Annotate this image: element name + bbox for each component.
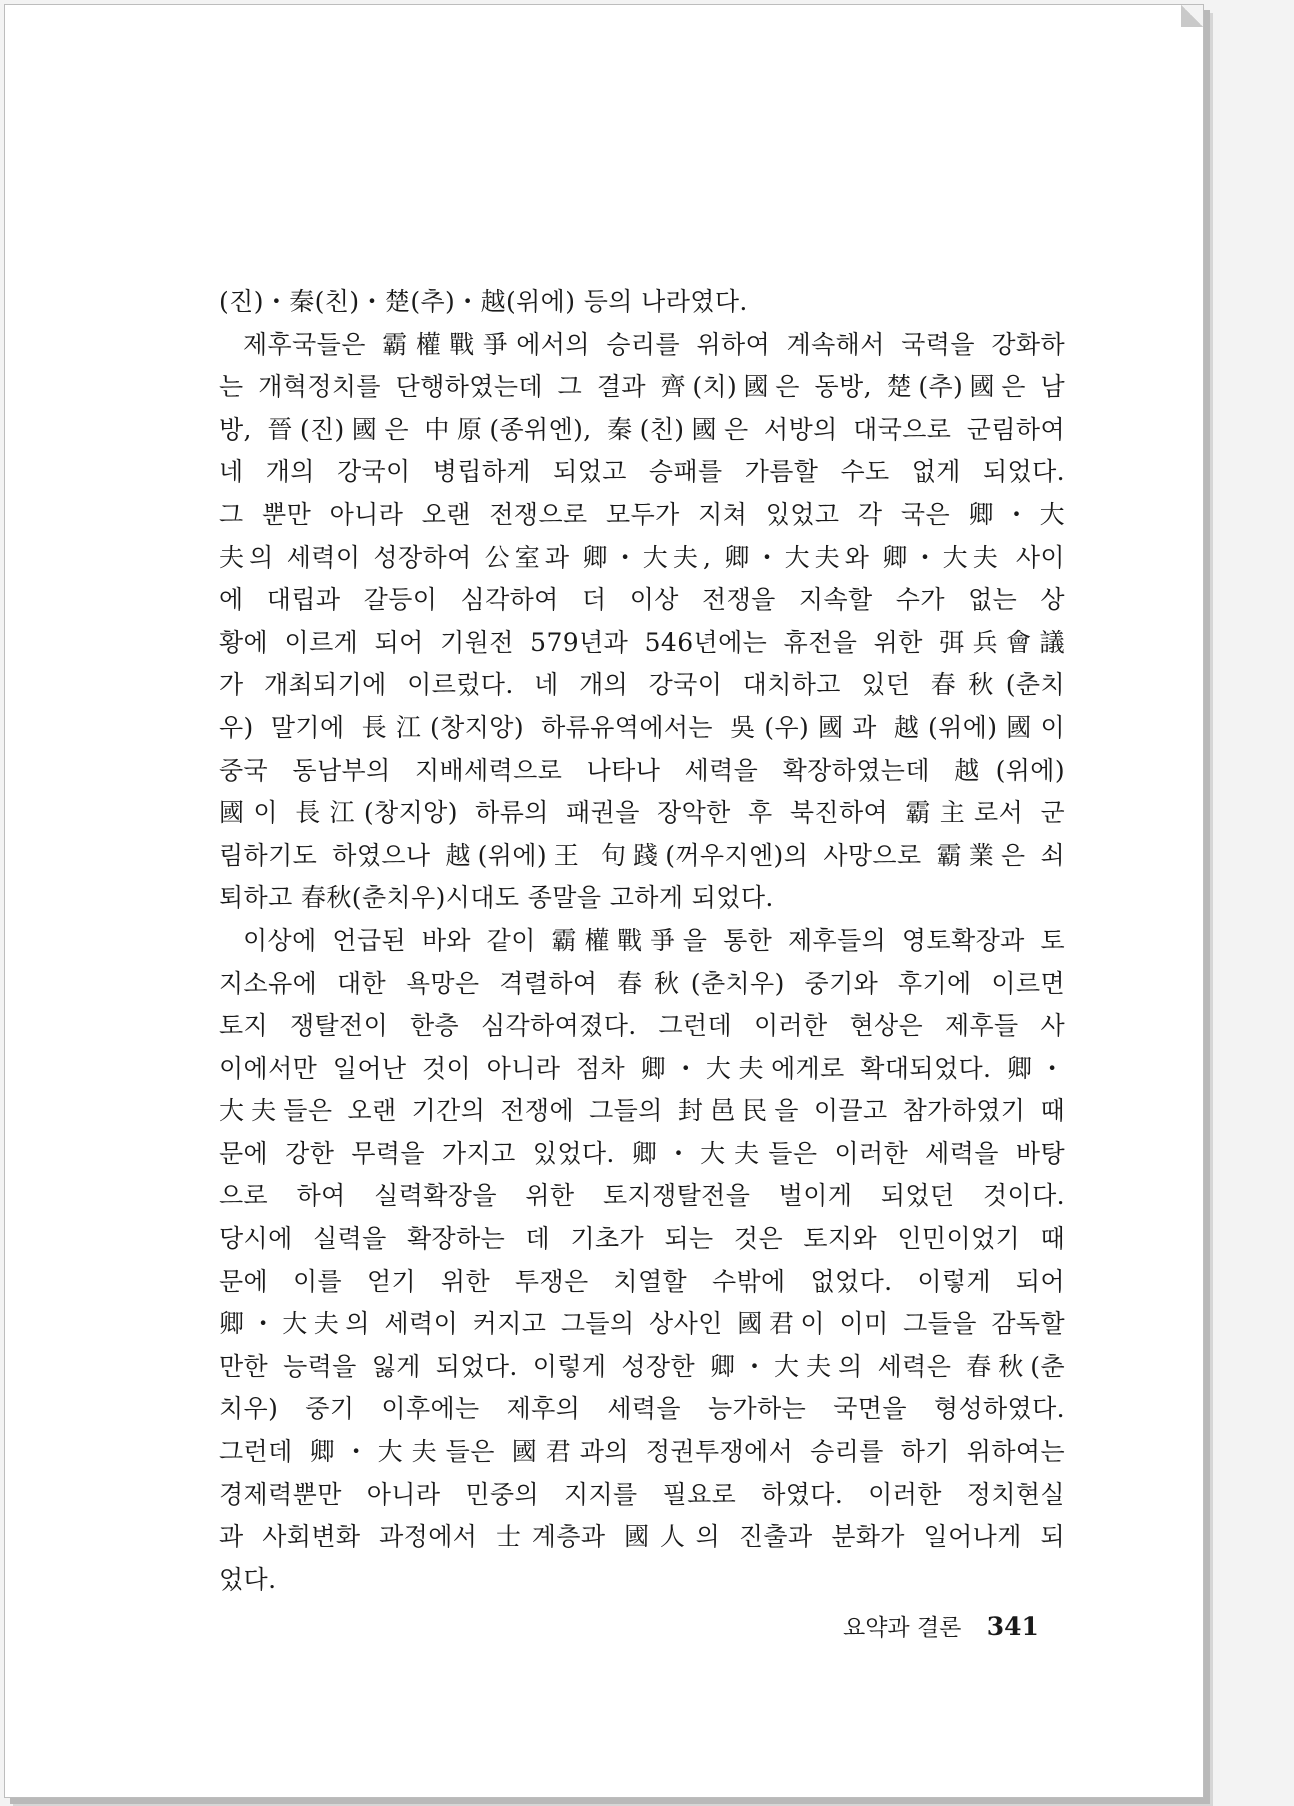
text-line: 퇴하고 春秋(춘치우)시대도 종말을 고하게 되었다.	[219, 883, 774, 913]
text-line: 림하기도 하였으나 越(위에)王 句踐(꺼우지엔)의 사망으로 霸業은 쇠	[219, 840, 1065, 870]
text-line: 만한 능력을 잃게 되었다. 이렇게 성장한 卿・大夫의 세력은 春秋(춘	[219, 1351, 1065, 1381]
text-line: 경제력뿐만 아니라 민중의 지지를 필요로 하였다. 이러한 정치현실	[219, 1479, 1065, 1509]
text-line: 네 개의 강국이 병립하게 되었고 승패를 가름할 수도 없게 되었다.	[219, 457, 1065, 487]
text-line: 는 개혁정치를 단행하였는데 그 결과 齊(치)國은 동방, 楚(추)國은 남	[219, 372, 1065, 402]
text-line: 중국 동남부의 지배세력으로 나타나 세력을 확장하였는데 越(위에)	[219, 755, 1065, 785]
text-line: 夫의 세력이 성장하여 公室과 卿・大夫, 卿・大夫와 卿・大夫 사이	[219, 542, 1065, 572]
page-fold-corner	[1181, 5, 1203, 27]
book-page	[4, 4, 1204, 1798]
text-line: 우) 말기에 長江(창지앙) 하류유역에서는 吳(우)國과 越(위에)國이	[219, 712, 1065, 742]
text-line: 國이 長江(창지앙) 하류의 패권을 장악한 후 북진하여 霸主로서 군	[219, 798, 1065, 828]
text-line: 방, 晉(진)國은 中原(종위엔), 秦(친)國은 서방의 대국으로 군림하여	[219, 414, 1065, 444]
page-footer	[843, 1609, 1039, 1642]
text-line: 지소유에 대한 욕망은 격렬하여 春秋(춘치우) 중기와 후기에 이르면	[219, 968, 1065, 998]
text-line: 에 대립과 갈등이 심각하여 더 이상 전쟁을 지속할 수가 없는 상	[219, 585, 1065, 615]
text-line: 문에 이를 얻기 위한 투쟁은 치열할 수밖에 없었다. 이렇게 되어	[219, 1266, 1065, 1296]
running-footer-title: 요약과 결론	[843, 1615, 962, 1641]
text-line: 치우) 중기 이후에는 제후의 세력을 능가하는 국면을 형성하였다.	[219, 1394, 1065, 1424]
text-line: 가 개최되기에 이르렀다. 네 개의 강국이 대치하고 있던 春秋(춘치	[219, 670, 1065, 700]
text-line: 이에서만 일어난 것이 아니라 점차 卿・大夫에게로 확대되었다. 卿・	[219, 1053, 1065, 1083]
text-line: 卿・大夫의 세력이 커지고 그들의 상사인 國君이 이미 그들을 감독할	[219, 1309, 1065, 1339]
text-line: 토지 쟁탈전이 한층 심각하여졌다. 그런데 이러한 현상은 제후들 사	[219, 1011, 1065, 1041]
text-line: 당시에 실력을 확장하는 데 기초가 되는 것은 토지와 인민이었기 때	[219, 1224, 1065, 1254]
text-line: 과 사회변화 과정에서 士계층과 國人의 진출과 분화가 일어나게 되	[219, 1522, 1065, 1552]
text-line: 이상에 언급된 바와 같이 霸權戰爭을 통한 제후들의 영토확장과 토	[243, 925, 1065, 955]
text-line: 제후국들은 霸權戰爭에서의 승리를 위하여 계속해서 국력을 강화하	[243, 329, 1065, 359]
text-line: 그런데 卿・大夫들은 國君과의 정권투쟁에서 승리를 하기 위하여는	[219, 1437, 1065, 1467]
text-line: (진)・秦(친)・楚(추)・越(위에) 등의 나라였다.	[219, 287, 748, 316]
text-line: 그 뿐만 아니라 오랜 전쟁으로 모두가 지쳐 있었고 각 국은 卿・大	[219, 499, 1065, 529]
text-line: 으로 하여 실력확장을 위한 토지쟁탈전을 벌이게 되었던 것이다.	[219, 1181, 1065, 1211]
page-number: 341	[986, 1612, 1039, 1641]
text-line: 大夫들은 오랜 기간의 전쟁에 그들의 封邑民을 이끌고 참가하였기 때	[219, 1096, 1065, 1126]
body-text	[219, 281, 1065, 1601]
text-line: 문에 강한 무력을 가지고 있었다. 卿・大夫들은 이러한 세력을 바탕	[219, 1138, 1065, 1168]
text-line: 었다.	[219, 1564, 277, 1594]
text-line: 황에 이르게 되어 기원전 579년과 546년에는 휴전을 위한 弭兵會議	[219, 627, 1065, 657]
